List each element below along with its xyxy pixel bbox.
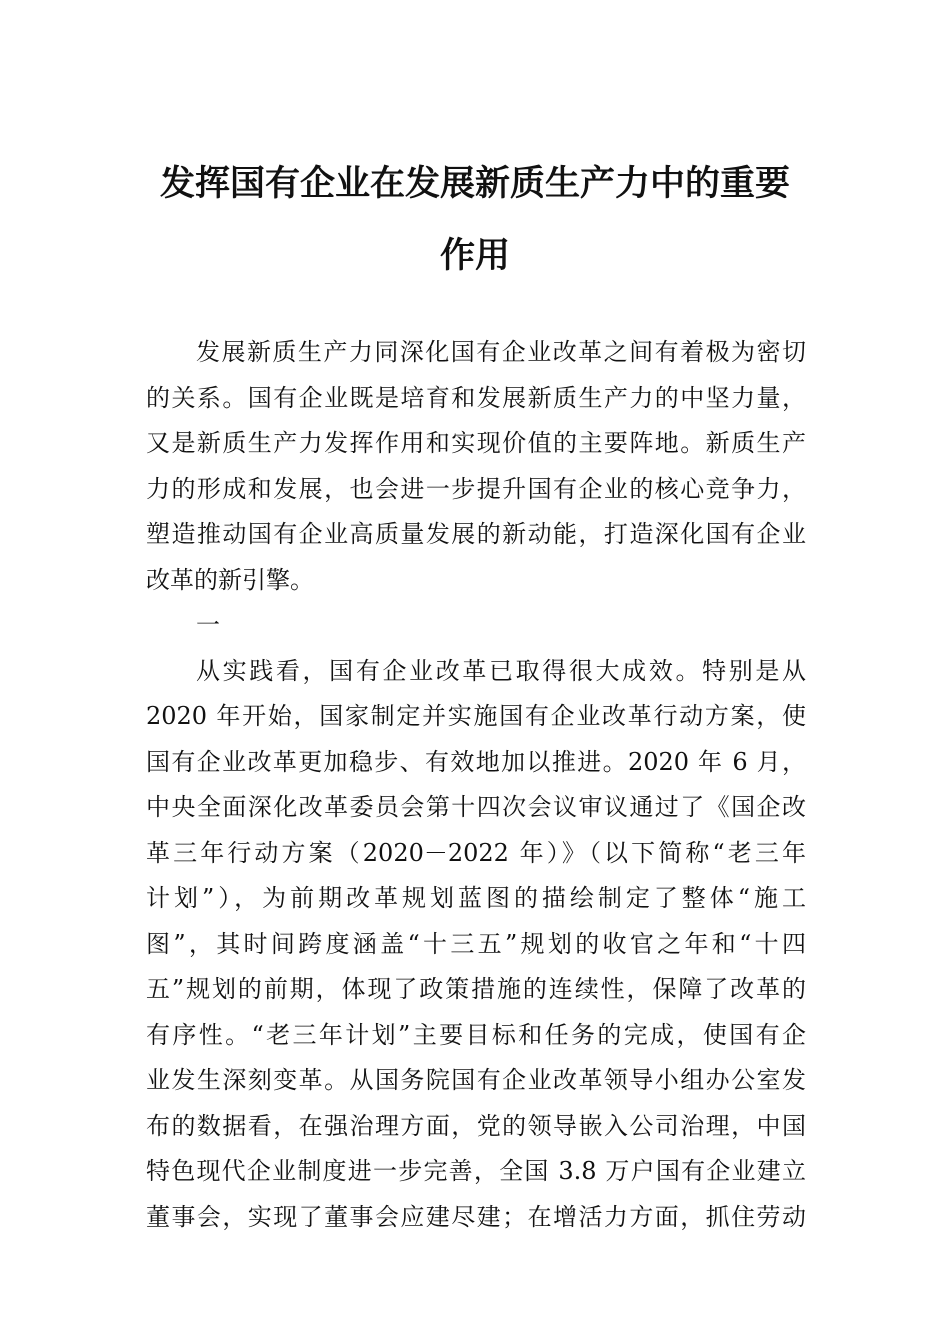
paragraph-line: 塑造推动国有企业高质量发展的新动能，打造深化国有企业 xyxy=(146,520,806,548)
document-title-line-2: 作用 xyxy=(439,235,510,276)
document-title-line-1: 发挥国有企业在发展新质生产力中的重要 xyxy=(159,163,790,204)
paragraph-line: 五”规划的前期，体现了政策措施的连续性，保障了改革的 xyxy=(146,975,806,1003)
paragraph-line: 特色现代企业制度进一步完善，全国 3.8 万户国有企业建立 xyxy=(146,1157,806,1185)
paragraph-line: 业发生深刻变革。从国务院国有企业改革领导小组办公室发 xyxy=(146,1066,806,1094)
paragraph-line: 2020 年开始，国家制定并实施国有企业改革行动方案，使 xyxy=(146,702,806,730)
paragraph-line: 计划”），为前期改革规划蓝图的描绘制定了整体“施工 xyxy=(146,884,806,912)
paragraph-line: 发展新质生产力同深化国有企业改革之间有着极为密切 xyxy=(196,338,806,366)
paragraph-line: 中央全面深化改革委员会第十四次会议审议通过了《国企改 xyxy=(146,793,806,821)
paragraph-line: 布的数据看，在强治理方面，党的领导嵌入公司治理，中国 xyxy=(146,1111,806,1140)
paragraph-line: 有序性。“老三年计划”主要目标和任务的完成，使国有企 xyxy=(146,1020,806,1049)
section-number: 一 xyxy=(196,611,220,639)
paragraph-line: 国有企业改革更加稳步、有效地加以推进。2020 年 6 月， xyxy=(146,747,806,776)
paragraph-line: 图”，其时间跨度涵盖“十三五”规划的收官之年和“十四 xyxy=(146,929,806,958)
paragraph-line: 改革的新引擎。 xyxy=(146,565,314,594)
document-body xyxy=(146,330,806,1240)
paragraph-line: 力的形成和发展，也会进一步提升国有企业的核心竞争力， xyxy=(146,474,806,503)
paragraph-line: 革三年行动方案（2020－2022 年）》（以下简称“老三年 xyxy=(146,838,806,867)
paragraph-line: 从实践看，国有企业改革已取得很大成效。特别是从 xyxy=(196,656,806,685)
paragraph-line: 又是新质生产力发挥作用和实现价值的主要阵地。新质生产 xyxy=(146,429,806,457)
paragraph-line: 的关系。国有企业既是培育和发展新质生产力的中坚力量， xyxy=(146,383,806,412)
paragraph-line: 董事会，实现了董事会应建尽建；在增活力方面，抓住劳动 xyxy=(146,1202,806,1231)
